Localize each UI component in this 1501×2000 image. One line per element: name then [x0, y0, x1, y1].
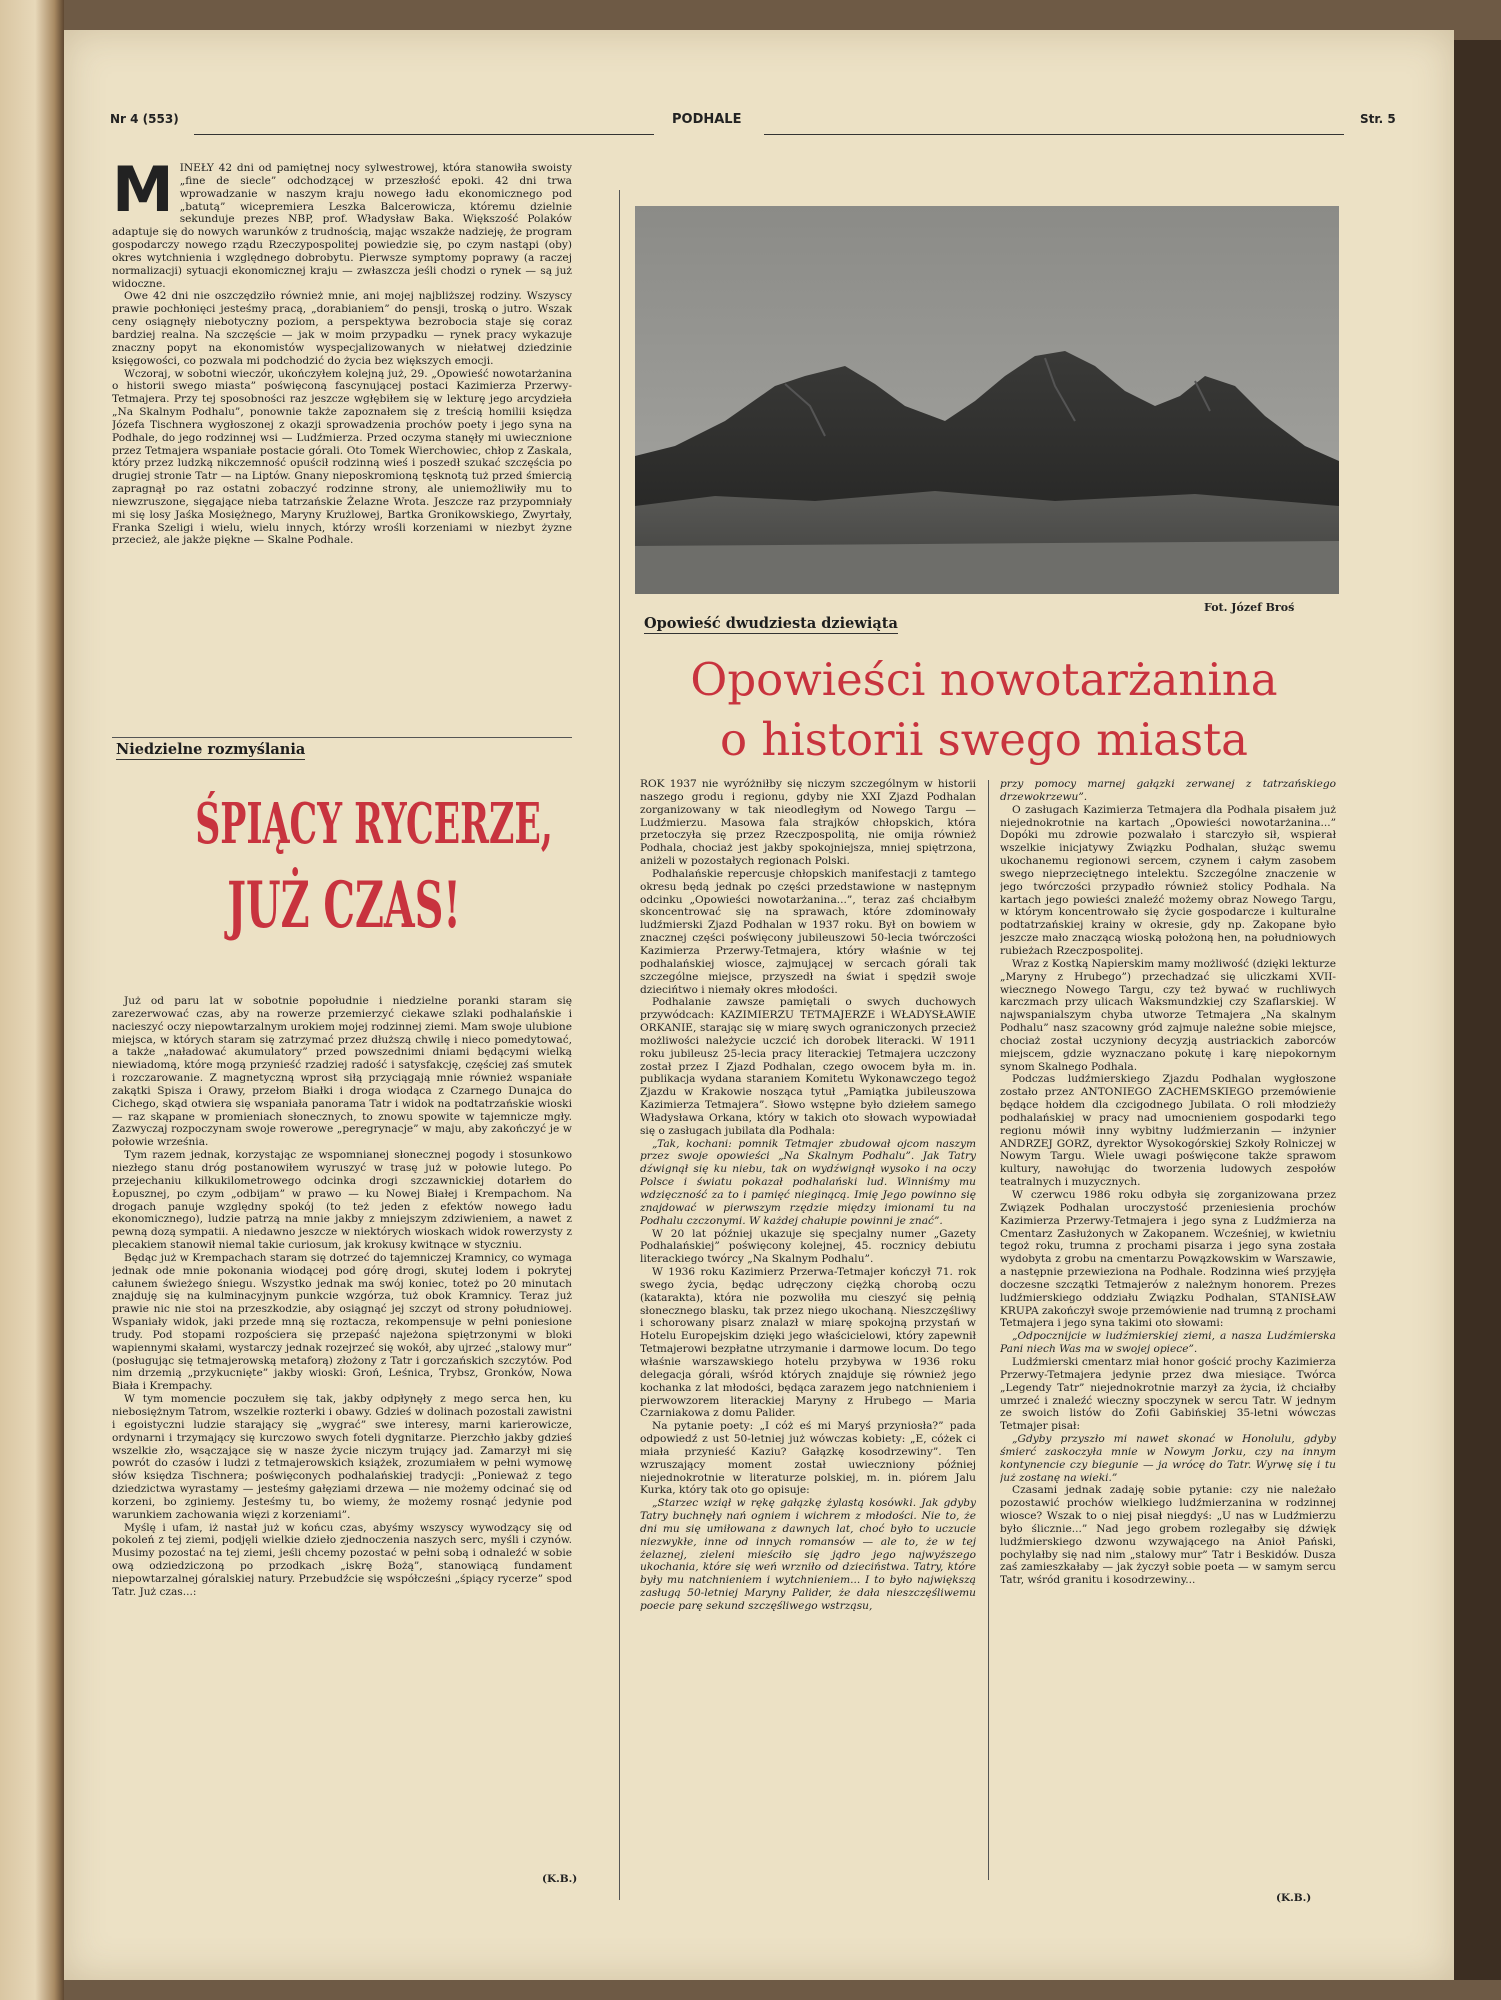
right-paragraph: Czasami jednak zadaję sobie pytanie: czy nie należało pozostawić prochów wielkiego ludźmierzanina w rodzinnej wiosce? Wszak to o niej pisał niegdyś: „U nas w Ludźmierzu było ślicznie...” Nad jego grobem rozlegałby się dźwięk ludźmierskiego dzwonu wzywającego na Anioł Pański, pochylałby się nad nim „stalowy mur” Tatr i Beskidów. Dusza zaś zamieszkałaby — jak życzył sobie poeta — w samym sercu Tatr, wśród granitu i kosodrzewiny... — [1000, 1484, 1336, 1587]
mountain-illustration — [635, 206, 1339, 594]
header-rule-right — [764, 134, 1344, 135]
mountain-photo — [635, 206, 1339, 594]
drop-cap: M — [112, 162, 174, 226]
right-paragraph: Na pytanie poety: „I cóż eś mi Maryś przyniosła?” pada odpowiedź z ust 50-letniej już wówczas kobiety: „E, cóżek ci miała przynieść Kaziu? Gałązkę kosodrzewiny”. Ten wzruszający moment został uwieczniony później niejednokrotnie w literaturze polskiej, m. in. piórem Jalu Kurka, który tak oto go opisuje: — [640, 1420, 976, 1497]
paper-title: PODHALE — [672, 112, 742, 127]
right-headline-line2: o historii swego miasta — [720, 713, 1248, 766]
left-signature: (K.B.) — [542, 1873, 578, 1885]
divider — [112, 737, 572, 738]
right-paragraph: Podczas ludźmierskiego Zjazdu Podhalan wygłoszone zostało przez ANTONIEGO ZACHEMSKIEGO przemówienie będące hołdem dla czcigodnego Jubilata. O roli młodzieży podhalańskiej w pracy nad umocnieniem gospodarki tego regionu mówił inny wybitny ludźmierzanin — inżynier ANDRZEJ GORZ, dyrektor Wysokogórskiej Szkoły Rolniczej w Nowym Targu. Wiele uwagi poświęcone także sprawom kultury, nawołując do tworzenia ludowych zespołów teatralnych i muzycznych. — [1000, 1073, 1336, 1189]
right-quote: „Odpocznijcie w ludźmierskiej ziemi, a nasza Ludźmierska Pani niech Was ma w swojej opiece”. — [1000, 1330, 1336, 1356]
right-quote: przy pomocy marnej gałązki zerwanej z tatrzańskiego drzewokrzewu”. — [1000, 778, 1336, 803]
right-paragraph: Podhalańskie repercusje chłopskich manifestacji z tamtego okresu będą jednak po części przedstawione w następnym odcinku „Opowieści nowotarżanina...”, teraz zaś chciałbym skoncentrować się na sprawach, które zdominowały ludźmierski Zjazd Podhalan w 1937 roku. Był on bowiem w znacznej części poświęcony jubileuszowi 50-lecia twórczości Kazimierza Przerwy-Tetmajera, który właśnie w tej podhalańskiej wiosce, zajmującej w sercach górali tak szczególne miejsce, przyszedł na świat i spędził swoje dziecińtwo i niemały okres młodości. — [640, 867, 976, 996]
editorial-paragraph: Wczoraj, w sobotni wieczór, ukończyłem kolejną już, 29. „Opowieść nowotarżanina o historii swego miasta” poświęconą fascynującej postaci Kazimierza Przerwy-Tetmajera. Przy tej sposobności raz jeszcze wgłębiłem się w lekturę jego arcydzieła „Na Skalnym Podhalu”, ponownie także zapoznałem się z treścią homilii księdza Józefa Tischnera wygłoszonej z okazji sprowadzenia prochów poety i jego syna na Podhale, do jego rodzinnej wsi — Ludźmierza. Przed oczyma stanęły mi uwiecznione przez Tetmajera wspaniałe postacie górali. Oto Tomek Wierchowiec, chłop z Zaskala, który przez ludzką nikczemność opuścił rodzinną wieś i poszedł szukać szczęścia po drugiej stronie Tatr — na Liptów. Gnany nieposkromioną tęsknotą tuż przed śmiercią zapragnął po raz ostatni zobaczyć rodzinne strony, ale uniemożliwiły mu to niewzruszone, sięgające nieba tatrzańskie Żelazne Wrota. Jeszcze raz przypomniały mi się losy Jaśka Mosiężnego, Maryny Krużlowej, Bartka Gronikowskiego, Zwyrtały, Franka Szeligi i wielu, wielu innych, którzy wrośli korzeniami w niezbyt żyzne przecież, ale jakże piękne — Skalne Podhale. — [112, 367, 572, 547]
left-headline-line1: ŚPIĄCY RYCERZE, — [195, 791, 553, 857]
left-headline-line2: JUŻ CZAS! — [227, 868, 461, 943]
right-paragraph: Ludźmierski cmentarz miał honor gościć prochy Kazimierza Przerwy-Tetmajera jedynie przez dwa miesiące. Twórca „Legendy Tatr” niejednokrotnie marzył za życia, iż chciałby umrzeć i znaleźć wieczny spoczynek w sercu Tatr. W jednym ze swoich listów do Zofii Gabińskiej 35-letni wówczas Tetmajer pisał: — [1000, 1355, 1336, 1433]
left-paragraph: Tym razem jednak, korzystając ze wspomnianej słonecznej pogody i stosunkowo niezłego stanu dróg postanowiłem wyruszyć w trasę już w połowie lutego. Po przejechaniu kilkukilometrowego odcinka drogi szczawnickiej dotarłem do Łopusznej, po czym „odbijam” w prawo — ku Nowej Białej i Krempachom. Na drogach panuje względny spokój (to też jeden z efektów nowego ładu ekonomicznego), ludzie patrzą na mnie jakby z mniejszym zdziwieniem, a nawet z pewną dozą sympatii. A niedawno jeszcze w niektórych wioskach widok rowerzysty z plecakiem stanowił niemal takie curiosum, jak krokusy kwitnące w styczniu. — [112, 1149, 572, 1252]
right-paragraph: W czerwcu 1986 roku odbyła się zorganizowana przez Związek Podhalan uroczystość przeniesienia prochów Kazimierza Przerwy-Tetmajera i jego syna z Ludźmierza na Cmentarz Zasłużonych w Zakopanem. Wcześniej, w kwietniu tegoż roku, trumna z prochami pisarza i jego syna została wydobyta z grobu na cmentarzu Powązkowskim w Warszawie, a następnie przewieziona na Podhale. Rodzinna wieś przyjęła doczesne szczątki Tetmajerów z należnym honorem. Prezes ludźmierskiego oddziału Związku Podhalan, STANISŁAW KRUPA zakończył swoje przemówienie nad trumną z prochami Tetmajera i jego syna takimi oto słowami: — [1000, 1189, 1336, 1330]
right-paragraph: Podhalanie zawsze pamiętali o swych duchowych przywódcach: KAZIMIERZU TETMAJERZE i WŁADYSŁAWIE ORKANIE, starając się w miarę swych ograniczonych przecież możliwości należycie uczcić ich dorobek literacki. W 1911 roku jubileusz 25-lecia pracy literackiej Tetmajera uczczony został przez I Zjazd Podhalan, czego owocem była m. in. publikacja wydana staraniem Komitetu Wykonawczego tegoż Zjazdu w Krakowie nosząca tytuł „Pamiątka jubileuszowa Kazimierza Tetmajera”. Słowo wstępne było dziełem samego Władysława Orkana, który w takich oto słowach wypowiadał się o zasługach jubilata dla Podhala: — [640, 996, 976, 1137]
editorial-paragraph: Owe 42 dni nie oszczędziło również mnie, ani mojej najbliższej rodziny. Wszyscy prawie pochłonięci jesteśmy pracą, „dorabianiem” do pensji, troską o jutro. Wszak ceny osiągnęły niebotyczny poziom, a perspektywa bezrobocia staje się coraz bardziej realna. Na szczęście — jak w moim przypadku — rynek pracy wykazuje znaczny popyt na ekonomistów wyspecjalizowanych w niełatwej dziedzinie księgowości, co pozwala mi podchodzić do życia bez większych emocji. — [112, 290, 572, 367]
left-headline — [195, 790, 553, 954]
right-article-col1 — [640, 778, 976, 1888]
issue-number: Nr 4 (553) — [110, 112, 179, 126]
newspaper-page — [64, 30, 1454, 1980]
book-binding — [0, 0, 64, 2000]
right-paragraph: W 20 lat później ukazuje się specjalny numer „Gazety Podhalańskiej” poświęcony kolejnej, 45. rocznicy debiutu literackiego twórcy „Na Skalnym Podhalu”. — [640, 1227, 976, 1266]
column-rule-right — [988, 780, 989, 1880]
column-rule — [619, 190, 620, 1900]
right-headline — [624, 650, 1344, 770]
right-paragraph: Wraz z Kostką Napierskim mamy możliwość (dzięki lekturze „Maryny z Hrubego”) przechadzać się uliczkami XVII-wiecznego Nowego Targu, czy też bywać w ruchliwych karczmach przy ulicach Waksmundzkiej czy Szaflarskiej. W najwspanialszym chyba utworze Tetmajera „Na skalnym Podhalu” nasz szacowny gród zajmuje należne sobie miejsce, chociaż został uczyniony decyzją austriackich zaborców miejscem, gdzie wyznaczano pokutę i karę niepokornym synom Skalnego Podhala. — [1000, 957, 1336, 1073]
right-signature: (K.B.) — [1276, 1892, 1312, 1904]
editorial-text — [112, 162, 572, 730]
right-kicker: Opowieść dwudziesta dziewiąta — [644, 615, 898, 632]
right-quote: „Tak, kochani: pomnik Tetmajer zbudował ojcom naszym przez swoje opowieści „Na Skalnym Podhalu”. Jak Tatry dźwignął się ku niebu, tak on wydźwignął wysoko i na oczy Polsce i światu pokazał podhalański lud. Winniśmy mu wdzięczność za to i pamięć nieginącą. Imię Jego powinno się znajdować w pierwszym rzędzie między imionami tu na Podhalu czczonymi. W każdej chałupie powinni je znać”. — [640, 1137, 976, 1227]
page-edge — [1454, 40, 1501, 1980]
right-paragraph: O zasługach Kazimierza Tetmajera dla Podhala pisałem już niejednokrotnie na kartach „Opowieści nowotarżanina...” Dopóki mu zdrowie pozwalało i starczyło sił, wspierał wszelkie inicjatywy Związku Podhalan, służąc swemu ukochanemu regionowi sercem, czynem i całym zasobem swego nieprzeciętnego intelektu. Szczególne znaczenie w jego twórczości przypadło również stolicy Podhala. Na kartach jego powieści znaleźć możemy obraz Nowego Targu, w którym koncentrowało się życie gospodarcze i kulturalne podtatrzańskiej krainy w okresie, gdy np. Zakopane było jeszcze mało znaczącą wioską położoną hen, na południowych rubieżach Rzeczpospolitej. — [1000, 803, 1336, 957]
right-article-col2 — [1000, 778, 1336, 1888]
left-paragraph: Myślę i ufam, iż nastał już w końcu czas, abyśmy wszyscy wywodzący się od pokoleń z tej ziemi, podjęli wielkie dzieło zjednoczenia naszych serc, myśli i czynów. Musimy pozostać na tej ziemi, jeśli chcemy pozostać w pełni sobą i odnaleźć w sobie ową odziedziczoną po przodkach „iskrę Bożą”, stanowiącą fundament niepowtarzalnej góralskiej natury. Przebudźcie się współcześni „śpiący rycerze” spod Tatr. Już czas...: — [112, 1521, 572, 1598]
left-paragraph: Już od paru lat w sobotnie popołudnie i niedzielne poranki staram się zarezerwować czas, aby na rowerze przemierzyć ciekawe szlaki podhalańskie i nacieszyć oczy niepowtarzalnym urokiem mojej rodzinnej ziemi. Mam swoje ulubione miejsca, w których staram się zatrzymać przez dłuższą chwilę i nieco pomedytować, a także „naładować akumulatory” przed powszednimi dniami będącymi wielką niewiadomą, które mogą przynieść rzadziej radość i satysfakcję, częściej zaś smutek i rozczarowanie. Z magnetyczną wprost siłą przyciągają mnie również wspaniałe zakątki Spisza i Orawy, przełom Białki i droga wiodąca z Czarnego Dunajca do Cichego, skąd otwiera się wspaniała panorama Tatr i widok na podtatrzańskie wioski — raz skąpane w promieniach słonecznych, to znowu spowite w tajemnicze mgły. Zazwyczaj rozpoczynam swoje rowerowe „peregrynacje” w maju, aby zakończyć je w połowie września. — [112, 995, 572, 1149]
page-number: Str. 5 — [1360, 112, 1396, 126]
header-rule-left — [194, 134, 654, 135]
right-quote: „Starzec wziął w rękę gałązkę żylastą kosówki. Jak gdyby Tatry buchnęły nań ogniem i wichrem z młodości. Nie to, że dni mu się umiłowana z dawnych lat, choć było to uczucie niezwykłe, inne od innych romansów — ale to, że w tej żelaznej, zieleni mieściło się jądro jego najwyższego ukochania, które się weń wrzniło od dzieciństwa. Tatry, które były mu natchnieniem i wytchnieniem... I to było największą zasługą 50-letniej Maryny Palider, że dała nieszczęśliwemu poecie parę sekund szczęśliwego wstrząsu, — [640, 1497, 976, 1612]
editorial-paragraph: INEŁY 42 dni od pamiętnej nocy sylwestrowej, która stanowiła swoisty „fine de siecle” odchodzącej w przeszłość epoki. 42 dni trwa wprowadzanie w naszym kraju nowego ładu ekonomicznego pod „batutą” wicepremiera Leszka Balcerowicza, któremu dzielnie sekunduje prezes NBP, prof. Władysław Baka. Większość Polaków adaptuje się do nowych warunków z trudnością, mając wszakże nadzieję, że program gospodarczy nowego rządu Rzeczypospolitej powiedzie się, po czym nastąpi (oby) okres wytchnienia i względnego dobrobytu. Pierwsze symptomy poprawy (a raczej normalizacji) sytuacji ekonomicznej kraju — zwłaszcza jeśli chodzi o rynek — są już widoczne. — [112, 162, 572, 290]
right-paragraph: ROK 1937 nie wyróżniłby się niczym szczególnym w historii naszego grodu i regionu, gdyby nie XXI Zjazd Podhalan zorganizowany w tak nieodległym od Nowego Targu — Ludźmierzu. Masowa fala strajków chłopskich, która przetoczyła się przez Rzeczpospolitą, nie omija również Podhala, chociaż jest jakby spokojniejsza, mniej spiętrzona, aniżeli w pozostałych regionach Polski. — [640, 778, 976, 868]
right-quote: „Gdyby przyszło mi nawet skonać w Honolulu, gdyby śmierć zaskoczyła mnie w Nowym Jorku, czy na innym kontynencie czy biegunie — ja wrócę do Tatr. Wyrwę się i tu już zostanę na wieki.” — [1000, 1433, 1336, 1484]
left-paragraph: Będąc już w Krempachach staram się dotrzeć do tajemniczej Kramnicy, co wymaga jednak ode mnie pokonania wiodącej pod górę drogi, skutej lodem i pokrytej całunem świeżego śniegu. Wszystko jednak ma swój koniec, toteż po 20 minutach znajduję się na kulminacyjnym punkcie wzgórza, tuż obok Kramnicy. Teraz już prawie nic nie stoi na przeszkodzie, aby osiągnąć jej szczyt od strony południowej. Wspaniały widok, jaki przede mną się roztacza, rekompensuje w pełni poniesione trudy. Pod stopami rozpościera się przepaść najeżona spiętrzonymi w bloki wapiennymi skałami, wystarczy jednak rozejrzeć się wokół, aby ujrzeć „stalowy mur” (posługując się tetmajerowską metaforą) złożony z Tatr i gorczańskich szczytów. Pod nim drzemią „przykucnięte” jakby wioski: Groń, Leśnica, Trybsz, Gronków, Nowa Biała i Krempachy. — [112, 1251, 572, 1393]
left-kicker: Niedzielne rozmyślania — [116, 741, 306, 758]
left-article-text — [112, 995, 572, 1865]
right-paragraph: W 1936 roku Kazimierz Przerwa-Tetmajer kończył 71. rok swego życia, będąc udręczony ciężką chorobą oczu (katarakta), która nie pozwoliła mu cieszyć się pełnią słonecznego blasku, tak przez niego ukochaną. Nieszczęśliwy i schorowany pisarz znalazł w miarę spokojną przystań w Hotelu Europejskim dzięki jego właścicielowi, który zapewnił Tetmajerowi bezpłatne utrzymanie i darmowe locum. Do tego właśnie warszawskiego hotelu przybywa w 1936 roku delegacja górali, wśród których znajduje się również jego kochanka z lat młodości, będąca zarazem jego natchnieniem i pierwowzorem literackiej Maryny z Hrubego — Maria Czarniakowa z domu Palider. — [640, 1266, 976, 1420]
right-headline-line1: Opowieści nowotarżanina — [690, 653, 1278, 706]
left-paragraph: W tym momencie poczułem się tak, jakby odpłynęły z mego serca hen, ku niebosiężnym Tatrom, wszelkie rozterki i obawy. Gdzieś w dolinach pozostali zawistni i egoistyczni ludzie starający się „wygrać” swe interesy, marni karierowicze, ordynarni i trzymający się kurczowo swych foteli dygnitarze. Pierzchło jakby gdzieś wszelkie zło, wsączające się w nasze życie niczym trujący jad. Zamarzył mi się powrót do czasów i ludzi z tetmajerowskich książek, zrozumiałem w pełni wymowę słów księdza Tischnera; poświęconych podhalańskiej tradycji: „Ponieważ z tego dziedzictwa wyrastamy — jesteśmy gałęziami drzewa — nie możemy odcinać się od korzeni, bo zginiemy. Jesteśmy tu, bo wiemy, że możemy rosnąć jedynie pod warunkiem zachowania więzi z korzeniami”. — [112, 1393, 572, 1521]
photo-caption: Fot. Józef Broś — [1204, 601, 1295, 614]
